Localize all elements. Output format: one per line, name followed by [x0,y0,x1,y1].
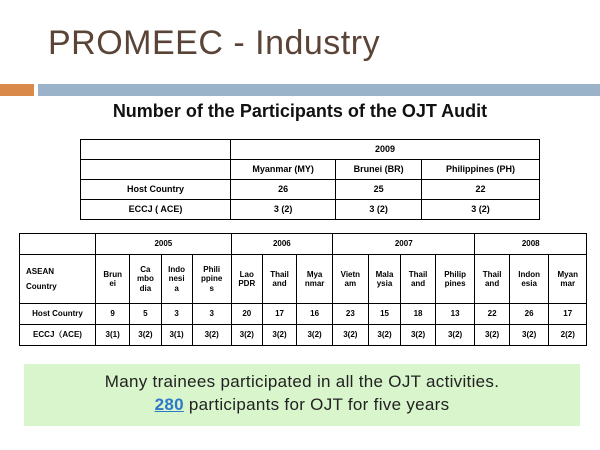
table-cell: 22 [475,304,509,325]
table-cell: 9 [96,304,130,325]
participants-2009-table [80,139,540,220]
table-cell: 15 [368,304,401,325]
table-cell: 5 [130,304,161,325]
table-cell: 3(2) [262,325,296,346]
participant-count: 280 [154,395,184,414]
country-header: Thail and [401,255,435,304]
year-header: 2008 [475,234,587,255]
country-header: Myanmar (MY) [231,160,336,180]
row-label-eccj: ECCJ（ACE) [20,325,96,346]
table-cell: 13 [435,304,475,325]
country-header: Brun ei [96,255,130,304]
table-cell: 3(2) [333,325,369,346]
table-heading: Number of the Participants of the OJT Audit [112,101,488,121]
table-cell: 3(1) [161,325,192,346]
table-cell: 17 [549,304,587,325]
table-cell: 3 [161,304,192,325]
accent-bar-orange [0,84,34,96]
asean-label-line1: ASEAN [26,266,55,276]
table-cell: 23 [333,304,369,325]
country-header: Mala ysia [368,255,401,304]
table-cell: 26 [231,180,336,200]
table-cell: 26 [509,304,549,325]
country-header: Thail and [475,255,509,304]
table-cell: 25 [336,180,422,200]
table-cell: 17 [262,304,296,325]
row-label-host-country: Host Country [20,304,96,325]
country-header: Philippines (PH) [422,160,540,180]
table-cell: 16 [297,304,333,325]
table-cell: 18 [401,304,435,325]
table-cell: 3(1) [96,325,130,346]
country-header: Indo nesi a [161,255,192,304]
participants-2005-2008-table [19,233,587,346]
country-header: Phili ppine s [192,255,231,304]
table-cell: 3(2) [509,325,549,346]
slide-title: PROMEEC - Industry [48,24,381,62]
country-header: Ca mbo dia [130,255,161,304]
table-cell: 2(2) [549,325,587,346]
empty-header-cell [81,140,231,160]
year-2009-header: 2009 [231,140,540,160]
table-cell: 3(2) [192,325,231,346]
table-cell: 20 [231,304,262,325]
row-label-eccj: ECCJ ( ACE) [81,200,231,220]
year-header: 2005 [96,234,232,255]
empty-header-cell [81,160,231,180]
table-cell: 3(2) [297,325,333,346]
accent-bar-blue [38,84,600,96]
table-cell: 3(2) [401,325,435,346]
table-cell: 3(2) [475,325,509,346]
table-cell: 3(2) [435,325,475,346]
table-cell: 3 [192,304,231,325]
country-header: Philip pines [435,255,475,304]
table-cell: 3 (2) [336,200,422,220]
country-header: Myan mar [549,255,587,304]
country-header: Indon esia [509,255,549,304]
table-cell: 3(2) [130,325,161,346]
country-header: Lao PDR [231,255,262,304]
table-cell: 22 [422,180,540,200]
empty-header-cell [20,234,96,255]
table-cell: 3 (2) [231,200,336,220]
table-cell: 3(2) [368,325,401,346]
callout-line-2 [24,395,580,415]
year-header: 2007 [333,234,475,255]
callout-line-2-text: participants for OJT for five years [183,395,450,414]
callout-line-1: Many trainees participated in all the OJT activities. [104,372,500,391]
asean-label-line2: Country [26,282,57,291]
asean-country-label [20,255,96,304]
country-header: Mya nmar [297,255,333,304]
table-cell: 3 (2) [422,200,540,220]
country-header: Brunei (BR) [336,160,422,180]
country-header: Thail and [262,255,296,304]
table-cell: 3(2) [231,325,262,346]
row-label-host-country: Host Country [81,180,231,200]
country-header: Vietn am [333,255,369,304]
summary-callout [24,364,580,426]
year-header: 2006 [231,234,332,255]
